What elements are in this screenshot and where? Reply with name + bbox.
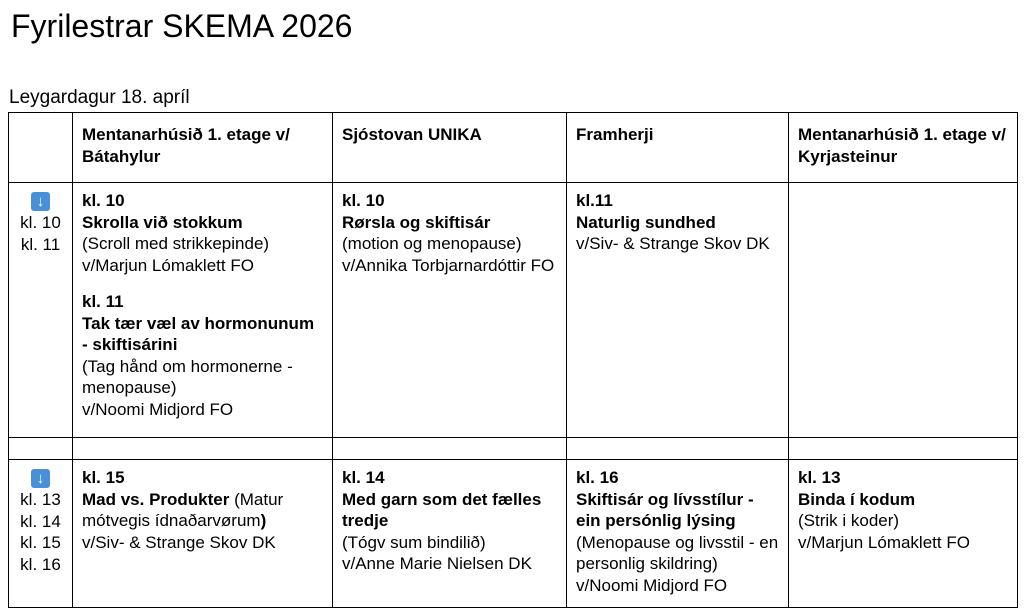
session-time: kl. 10	[342, 191, 385, 210]
schedule-table	[8, 112, 1018, 608]
session-speaker: v/Annika Torbjarnardóttir FO	[342, 255, 555, 275]
table-row	[9, 460, 1018, 608]
header-venue-3: Framherji	[567, 113, 789, 183]
time-label: kl. 11	[20, 234, 61, 254]
session-cell	[789, 460, 1018, 608]
session-time: kl. 15	[82, 468, 125, 487]
down-arrow-icon: ↓	[31, 469, 50, 488]
session-cell	[73, 460, 333, 608]
session-title: Skrolla við stokkum	[82, 212, 243, 232]
header-row	[9, 113, 1018, 183]
session-speaker: v/Siv- & Strange Skov DK	[576, 234, 770, 253]
session-speaker: v/Noomi Midjord FO	[82, 399, 234, 419]
session-subtitle: (Menopause og livsstil - en personlig skildring)	[576, 532, 779, 573]
time-label: kl. 14	[20, 511, 61, 531]
session-time: kl. 16	[576, 468, 619, 487]
session-time: kl. 10	[82, 191, 125, 210]
time-slot-cell	[9, 183, 73, 438]
session-speaker: v/Marjun Lómaklett FO	[798, 532, 970, 552]
session-title: Mad vs. Produkter	[82, 489, 230, 509]
session-speaker: v/Siv- & Strange Skov DK	[82, 532, 276, 552]
session-title: Tak tær væl av hormonunum - skiftisárini	[82, 313, 315, 354]
time-label: kl. 10	[20, 213, 61, 232]
header-venue-1: Mentanarhúsið 1. etage v/ Bátahylur	[73, 113, 333, 183]
session-speaker: v/Marjun Lómaklett FO	[82, 255, 254, 275]
session-subtitle: (Tag hånd om hormonerne - menopause)	[82, 356, 293, 397]
session-time: kl. 14	[342, 468, 385, 487]
header-empty	[9, 113, 73, 183]
session-cell	[567, 183, 789, 438]
time-label: kl. 13	[20, 490, 61, 509]
header-venue-2: Sjóstovan UNIKA	[333, 113, 567, 183]
session-cell	[333, 183, 567, 438]
page-title: Fyrilestrar SKEMA 2026	[11, 8, 353, 44]
session-speaker: v/Noomi Midjord FO	[576, 575, 728, 595]
time-slot-cell	[9, 460, 73, 608]
session-title: Rørsla og skiftisár	[342, 212, 491, 232]
session-subtitle: (motion og menopause)	[342, 234, 522, 253]
schedule-date: Leygardagur 18. apríl	[9, 87, 190, 108]
session-title: Naturlig sundhed	[576, 212, 716, 232]
table-row	[9, 183, 1018, 438]
header-venue-4: Mentanarhúsið 1. etage v/ Kyrjasteinur	[789, 113, 1018, 183]
down-arrow-icon: ↓	[31, 192, 50, 211]
session-title: Binda í kodum	[798, 489, 916, 509]
session-subtitle: (Tógv sum bindilið)	[342, 532, 486, 552]
session-title: Med garn som det fælles tredje	[342, 489, 542, 530]
time-label: kl. 15	[20, 533, 61, 552]
session-title-line	[82, 489, 324, 532]
session-subtitle-close: )	[260, 511, 267, 530]
session-subtitle: (Scroll med strikkepinde)	[82, 234, 270, 253]
session-time: kl. 13	[798, 468, 841, 487]
spacer-row	[9, 438, 1018, 460]
session-time: kl.11	[576, 191, 613, 210]
session-speaker: v/Anne Marie Nielsen DK	[342, 554, 532, 573]
session-subtitle: (Matur mótvegis ídnaðarvørum	[82, 489, 284, 530]
session-subtitle: (Strik i koder)	[798, 511, 900, 530]
session-title: Skiftisár og lívsstílur - ein persónlig lýsing	[576, 489, 754, 530]
session-cell-empty	[789, 183, 1018, 438]
session-cell	[333, 460, 567, 608]
session-cell	[73, 183, 333, 438]
time-label: kl. 16	[20, 554, 61, 574]
session-cell	[567, 460, 789, 608]
session-time: kl. 11	[82, 292, 124, 311]
